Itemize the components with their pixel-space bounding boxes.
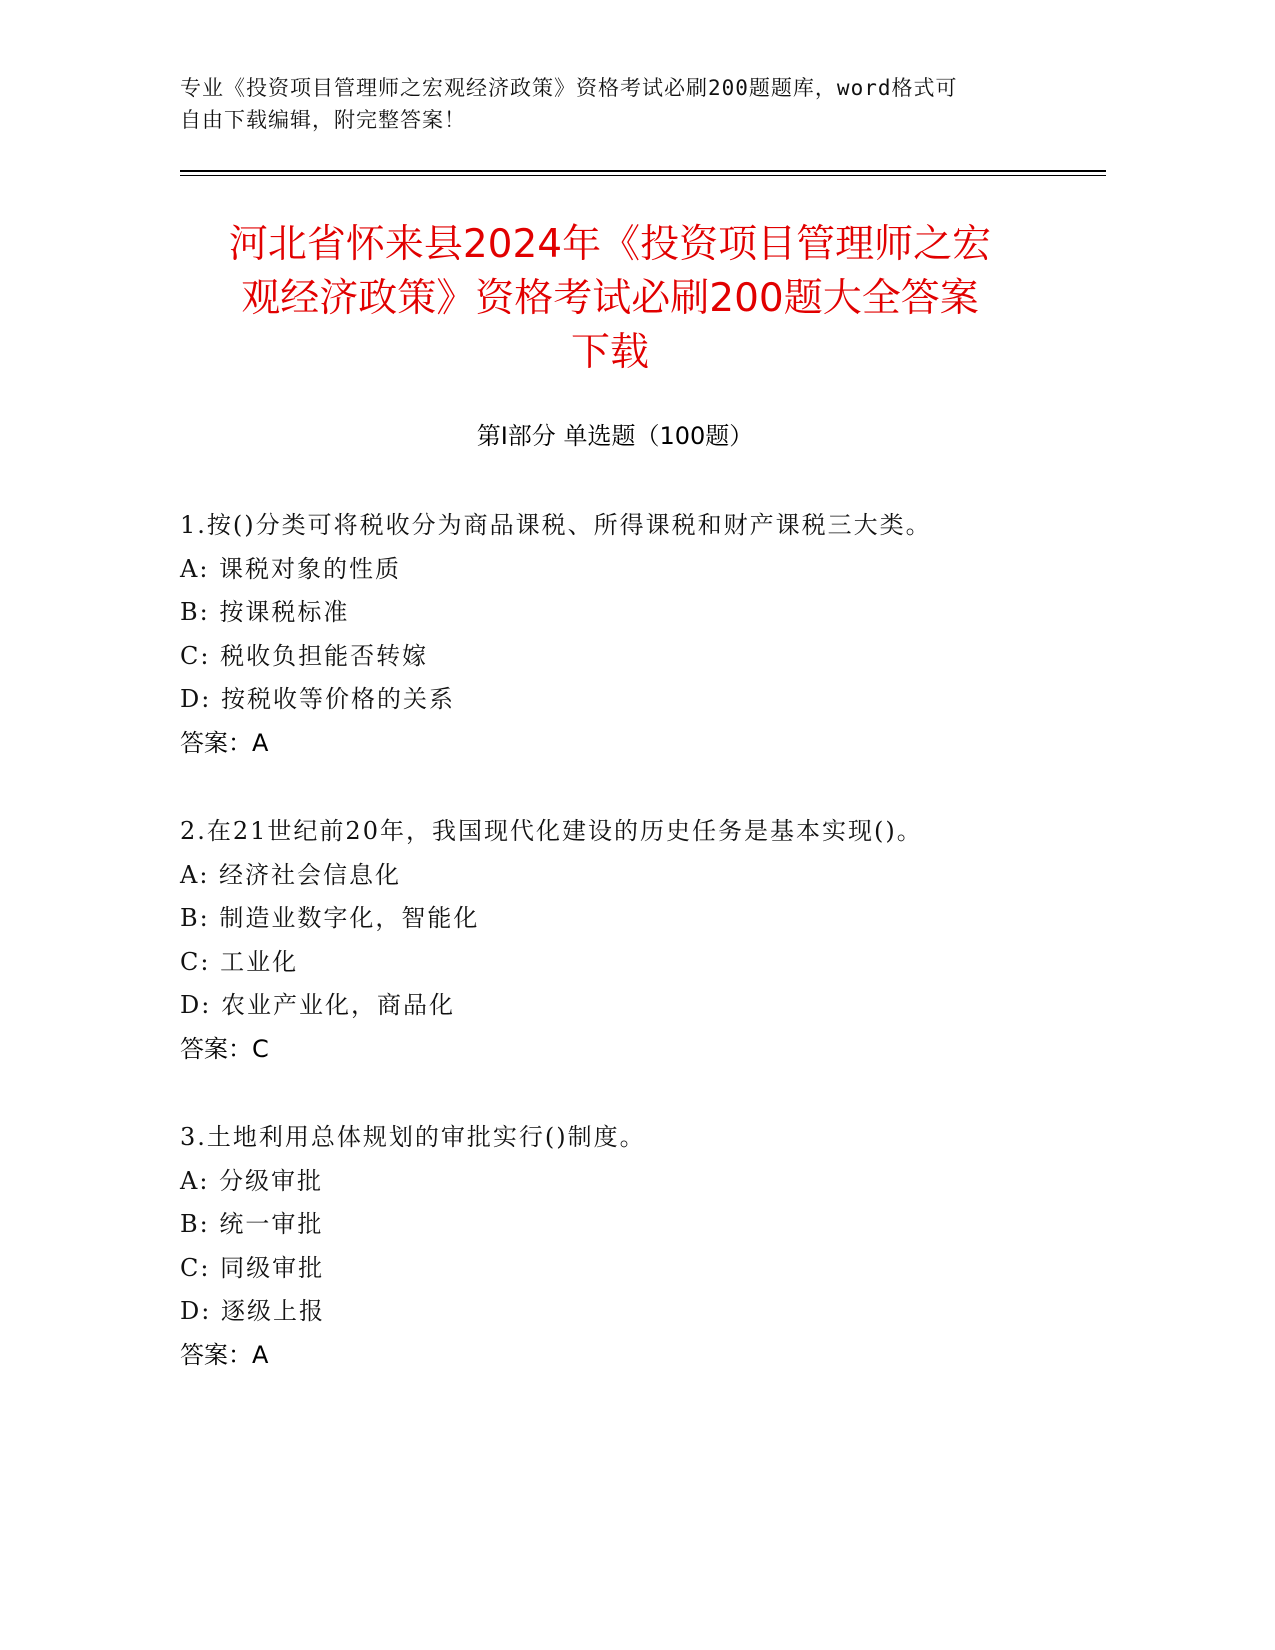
answer-line: 答案：A	[180, 728, 269, 757]
header-note-line-1: 专业《投资项目管理师之宏观经济政策》资格考试必刷200题题库，word格式可	[180, 76, 958, 100]
option-b: B: 统一审批	[180, 1210, 324, 1238]
header-divider-thick	[180, 170, 1106, 172]
option-d: D: 农业产业化，商品化	[180, 991, 455, 1019]
option-a: A: 经济社会信息化	[180, 860, 402, 889]
question-stem: 2.在21世纪前20年，我国现代化建设的历史任务是基本实现()。	[180, 817, 923, 845]
section-heading: 第Ⅰ部分 单选题（100题）	[476, 422, 754, 450]
question-stem: 1.按()分类可将税收分为商品课税、所得课税和财产课税三大类。	[180, 511, 932, 539]
question-stem: 3.土地利用总体规划的审批实行()制度。	[180, 1123, 646, 1151]
document-title	[160, 218, 1060, 380]
option-c: C: 税收负担能否转嫁	[180, 641, 429, 670]
question-list	[180, 504, 1080, 1422]
option-c: C: 工业化	[180, 947, 299, 976]
document-title-line-3: 下载	[570, 330, 649, 375]
answer-line: 答案：C	[180, 1034, 269, 1063]
option-c: C: 同级审批	[180, 1253, 325, 1282]
document-title-line-2: 观经济政策》资格考试必刷200题大全答案	[241, 276, 979, 321]
option-d: D: 逐级上报	[180, 1297, 325, 1325]
question-item	[180, 810, 1080, 1116]
question-item	[180, 1116, 1080, 1422]
option-b: B: 按课税标准	[180, 598, 350, 626]
question-item	[180, 504, 1080, 810]
document-title-line-1: 河北省怀来县2024年《投资项目管理师之宏	[228, 222, 992, 267]
header-note-line-2: 自由下载编辑，附完整答案！	[180, 108, 466, 132]
option-a: A: 课税对象的性质	[180, 554, 402, 583]
option-a: A: 分级审批	[180, 1166, 324, 1195]
option-b: B: 制造业数字化，智能化	[180, 904, 480, 932]
answer-line: 答案：A	[180, 1340, 269, 1369]
header-divider-thin	[180, 175, 1106, 176]
header-note	[180, 72, 1050, 136]
option-d: D: 按税收等价格的关系	[180, 685, 455, 713]
